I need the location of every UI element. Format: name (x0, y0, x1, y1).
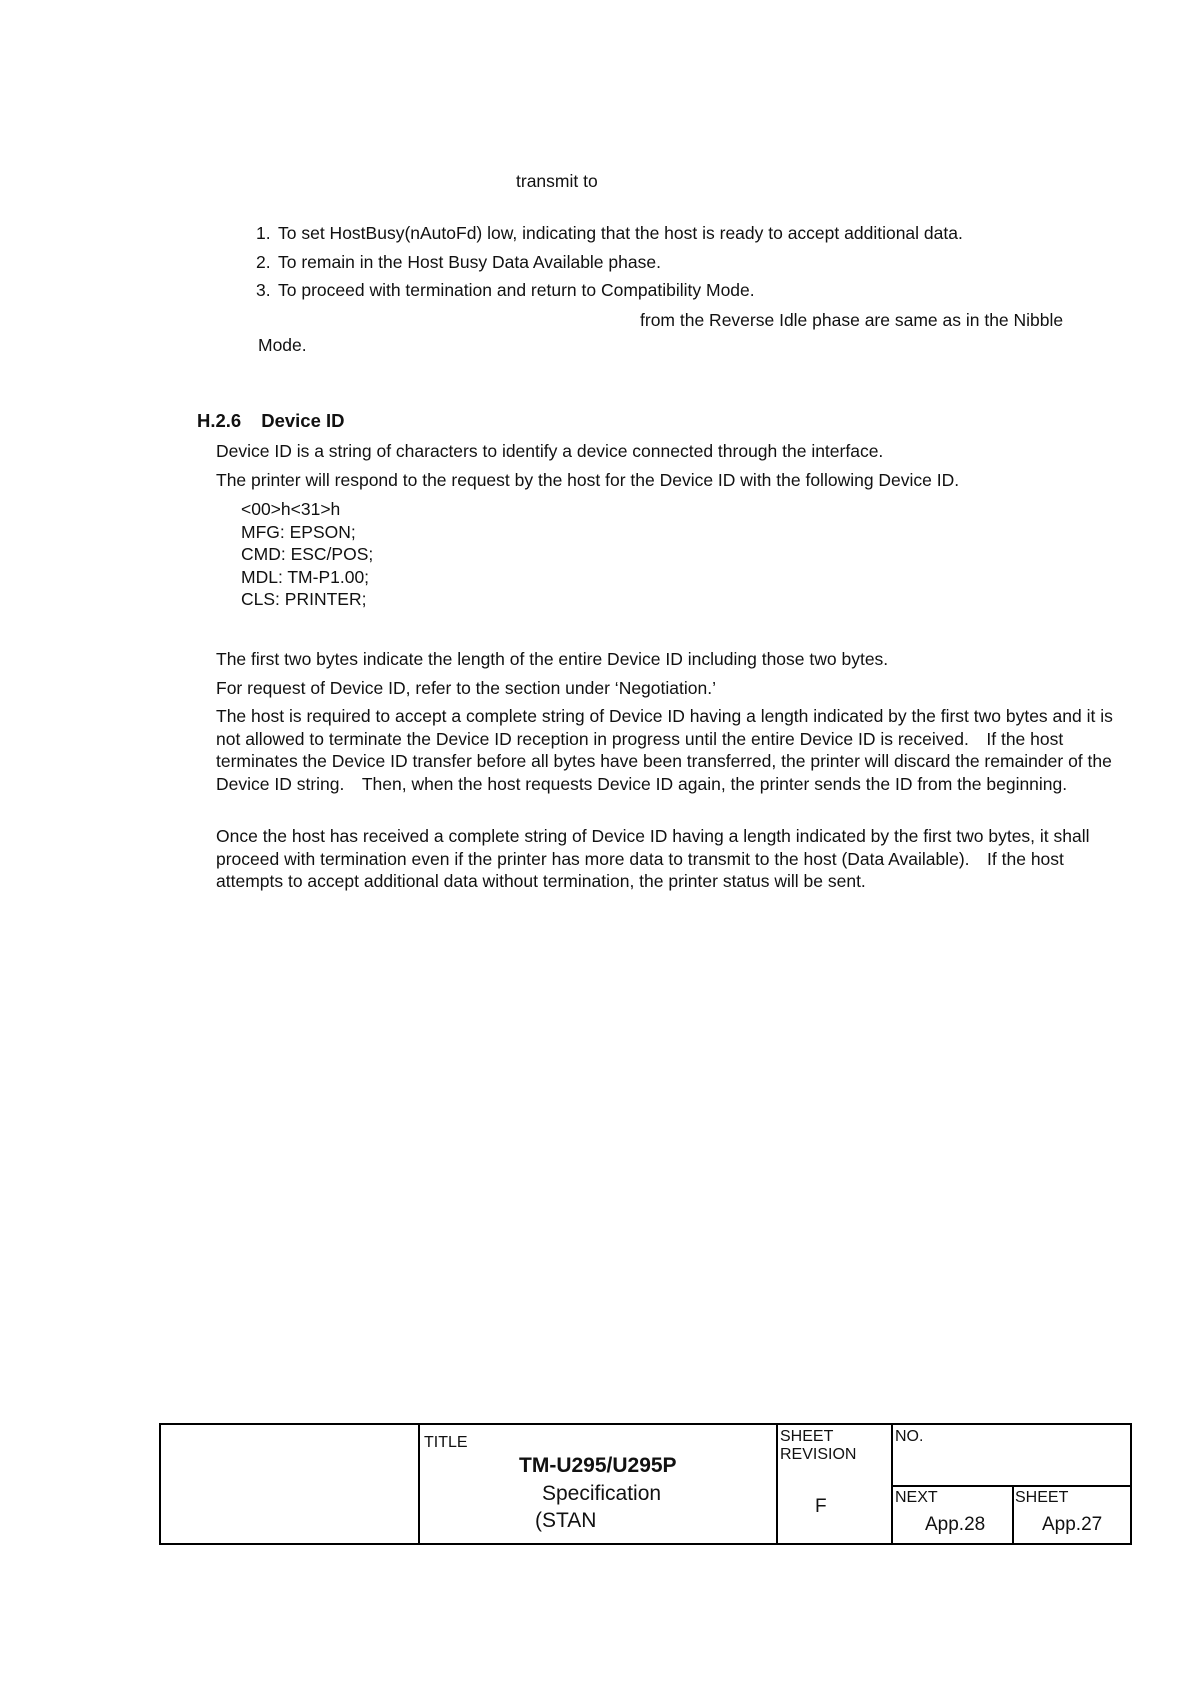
transition-end: Mode. (258, 335, 307, 355)
sheet-value: App.27 (1042, 1514, 1103, 1535)
device-id-line: <00>h<31>h (241, 499, 341, 519)
device-id-line: CLS: PRINTER; (241, 589, 367, 609)
paragraph: Once the host has received a complete string of Device ID having a length indicated by the first two bytes, it shall proceed with termination even if the printer has more data to transmit to the host (Data Available). If the host attempts to accept additional data without termination, the printer status will be sent. (216, 826, 1090, 891)
intro-line-2: The printer will respond to the request by the host for the Device ID with the following Device ID. (216, 470, 960, 490)
list-item-text: To proceed with termination and return to Compatibility Mode. (278, 280, 755, 300)
sheet-revision-label (780, 1428, 856, 1464)
device-id-line: MDL: TM-P1.00; (241, 566, 370, 587)
revision-value: F (815, 1496, 827, 1517)
divider (891, 1423, 893, 1545)
revision-label-line: REVISION (780, 1446, 857, 1463)
device-id-line: CMD: ESC/POS; (241, 544, 374, 564)
list-item (256, 279, 755, 301)
divider (1012, 1485, 1014, 1545)
no-label: NO. (895, 1428, 924, 1445)
paragraph: The first two bytes indicate the length of the entire Device ID including those two bytes. (216, 649, 889, 669)
device-id-line: MFG: EPSON; (241, 521, 356, 542)
list-item-number: 1. (256, 223, 271, 243)
next-label: NEXT (895, 1489, 938, 1506)
document-subtitle: Specification (542, 1482, 662, 1505)
list-item-text: To set HostBusy(nAutoFd) low, indicating that the host is ready to accept additional data. (278, 223, 963, 243)
list-item-text: To remain in the Host Busy Data Available phase. (278, 252, 661, 272)
next-sheet-value: App.28 (925, 1514, 986, 1535)
device-id-listing (241, 498, 373, 611)
list-item (256, 222, 963, 244)
paragraph: The host is required to accept a complete string of Device ID having a length indicated by the first two bytes and it is not allowed to terminate the Device ID reception in progress until the entire Device ID is received. If the host terminates the Device ID transfer before all bytes have been transferred, the printer will discard the remainder of the Device ID string. Then, when the host requests Device ID again, the printer sends the ID from the beginning. (216, 706, 1113, 794)
divider (776, 1423, 778, 1545)
section-heading (197, 410, 345, 432)
document-title: TM-U295/U295P (519, 1454, 677, 1477)
list-item-number: 3. (256, 280, 271, 300)
section-number: H.2.6 (197, 410, 242, 431)
transition-text: from the Reverse Idle phase are same as in the Nibble (640, 310, 1064, 330)
paragraph: For request of Device ID, refer to the section under ‘Negotiation.’ (216, 678, 716, 698)
document-subtitle-2: (STAN (535, 1509, 597, 1532)
title-label: TITLE (424, 1434, 468, 1451)
list-item (256, 251, 661, 273)
intro-line-1: Device ID is a string of characters to identify a device connected through the interface. (216, 441, 884, 461)
section-title: Device ID (261, 410, 345, 431)
sheet-label-line: SHEET (780, 1428, 834, 1445)
continued-text: transmit to (516, 171, 598, 191)
divider (418, 1423, 420, 1545)
list-item-number: 2. (256, 252, 271, 272)
sheet-label: SHEET (1015, 1489, 1069, 1506)
